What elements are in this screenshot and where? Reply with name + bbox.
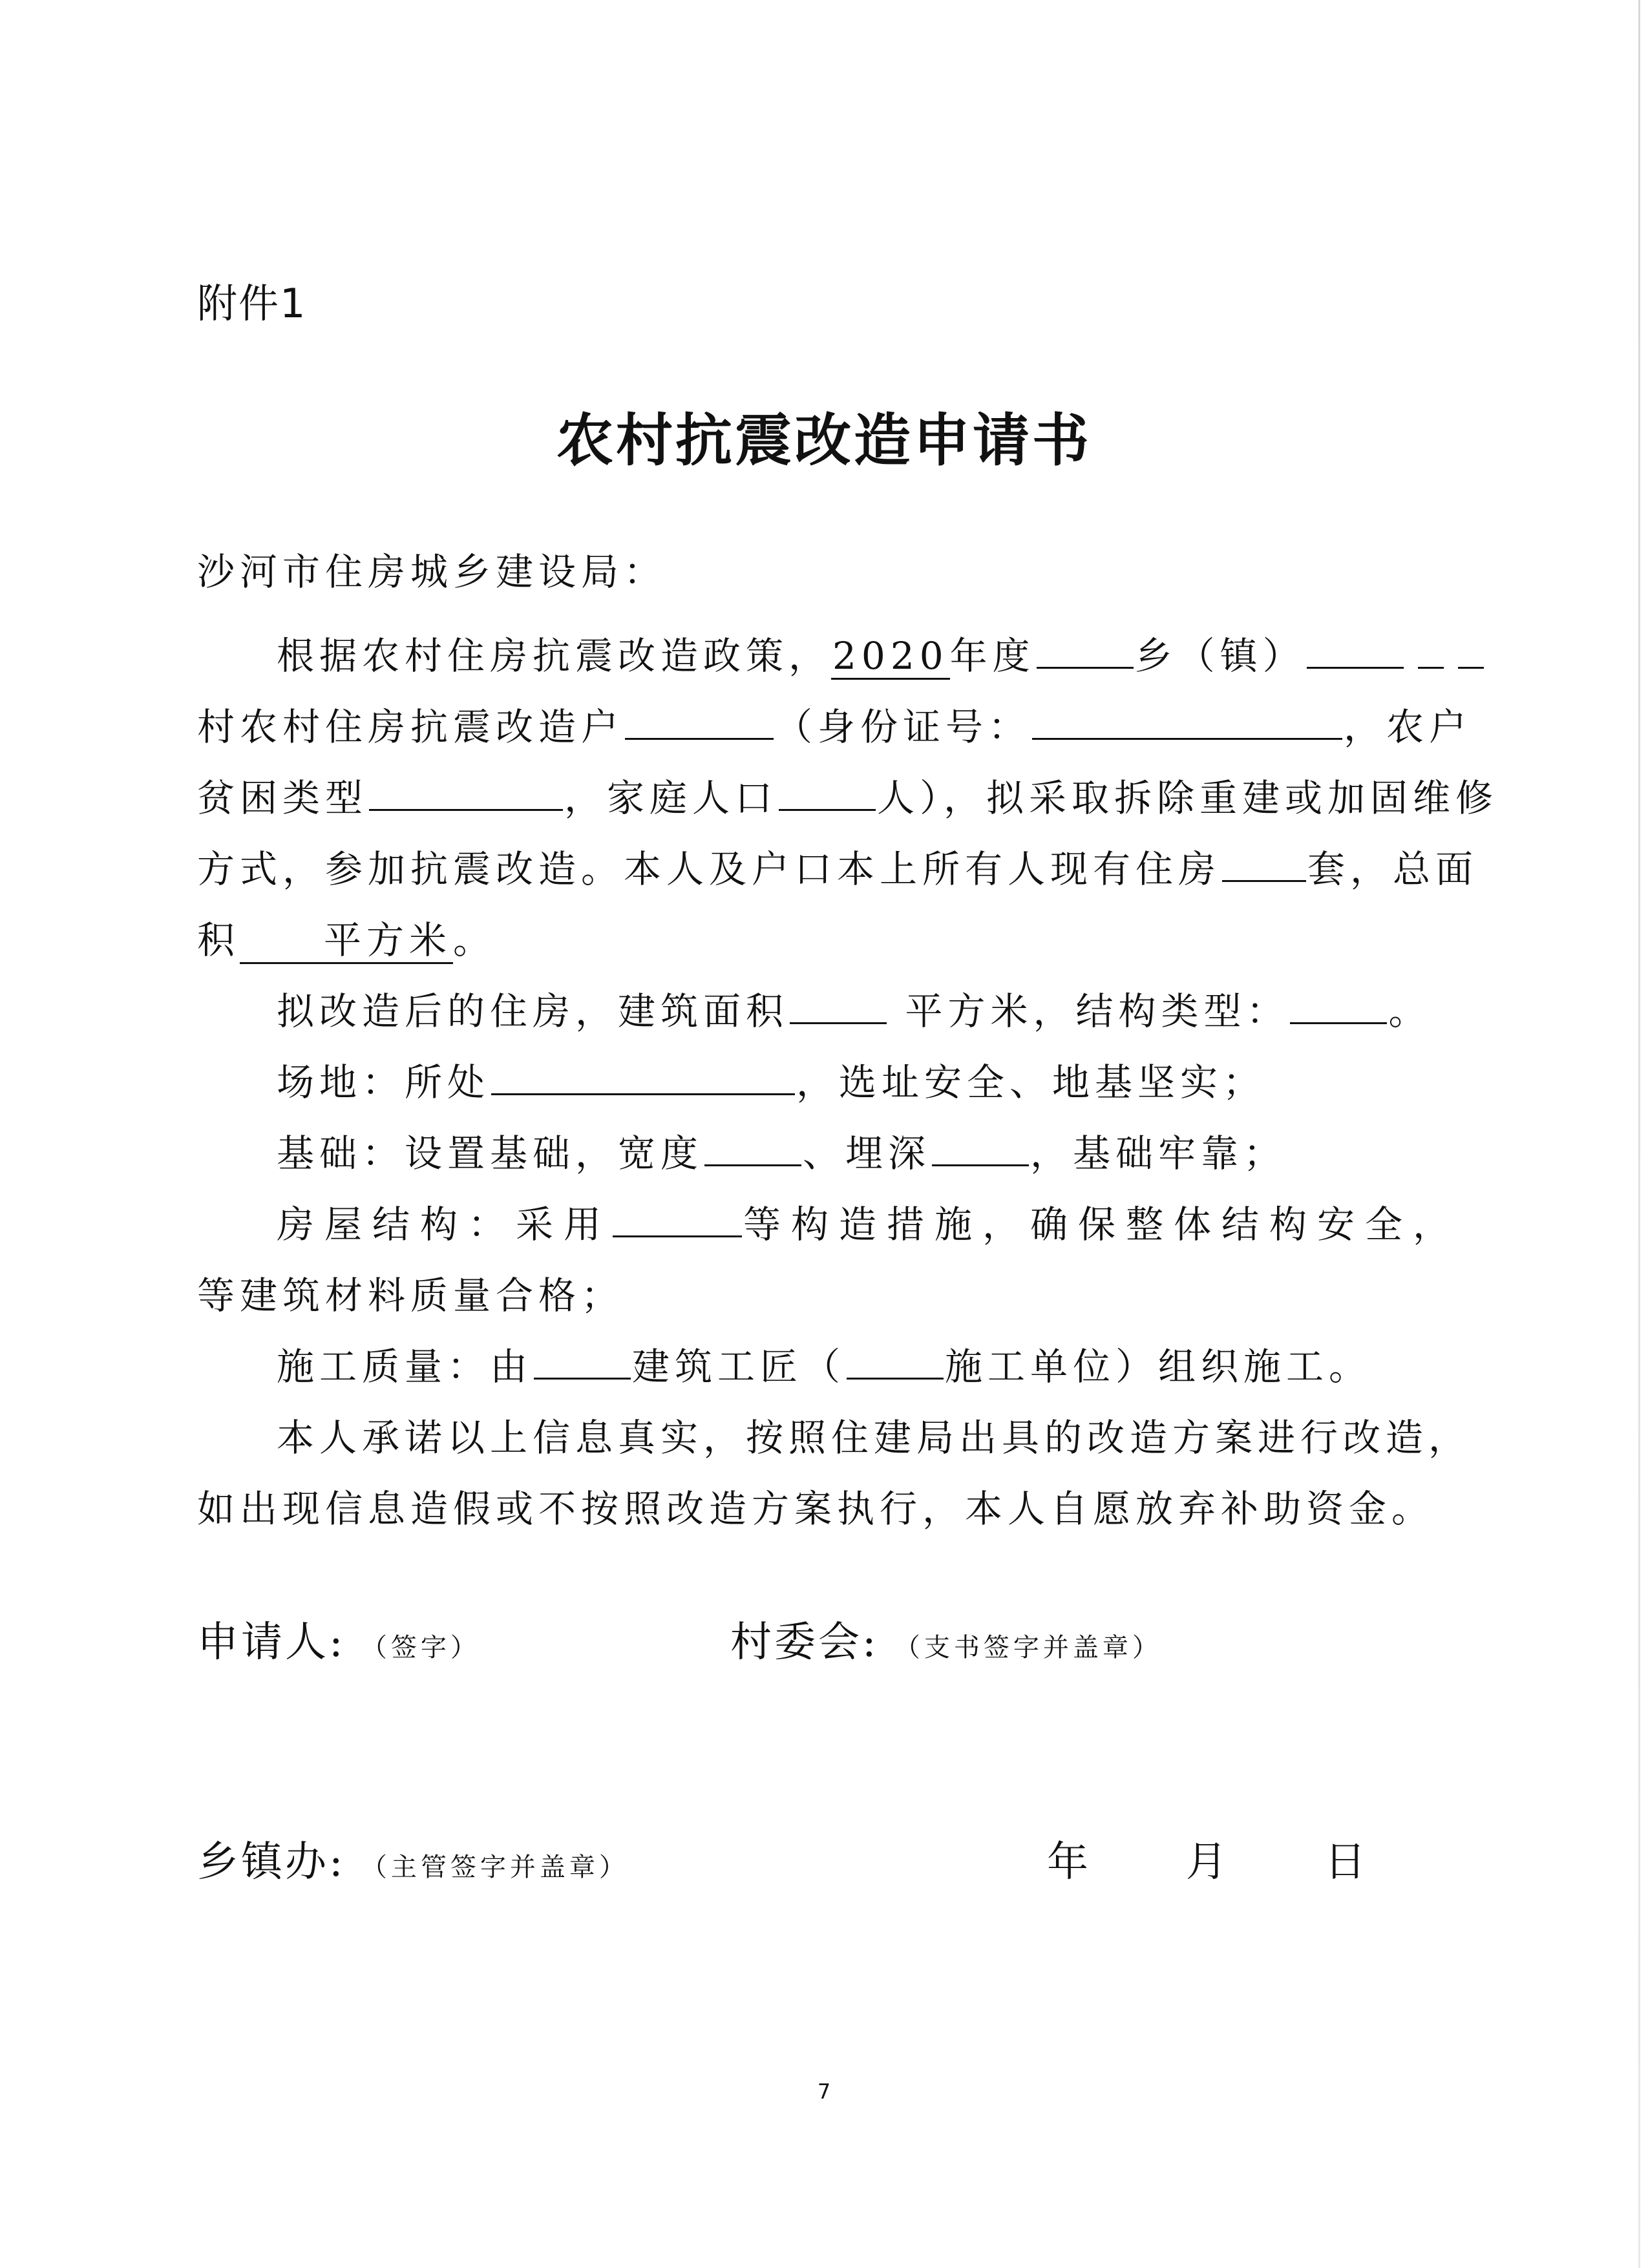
text: 根据农村住房抗震改造政策， bbox=[277, 634, 832, 678]
body-line-4 bbox=[197, 834, 1479, 905]
body-line-1 bbox=[277, 620, 1524, 691]
township-note: （主管签字并盖章） bbox=[361, 1853, 629, 1882]
body-line-8 bbox=[277, 1118, 1524, 1189]
date-line[interactable] bbox=[1047, 1829, 1366, 1888]
body-line-2 bbox=[197, 691, 1472, 762]
foundation-depth-field[interactable] bbox=[932, 1124, 1029, 1166]
text: 建筑工匠（ bbox=[632, 1345, 846, 1389]
township-label: 乡镇办: bbox=[197, 1838, 346, 1886]
text: 贫困类型 bbox=[197, 776, 368, 820]
text: 等构造措施，确保整体结构安全， bbox=[743, 1202, 1461, 1246]
text: 拟改造后的住房，建筑面积 bbox=[277, 989, 789, 1033]
text: 人），拟采取拆除重建或加固维修 bbox=[877, 776, 1499, 820]
text: 施工单位）组织施工。 bbox=[945, 1345, 1372, 1389]
text: 、埋深 bbox=[803, 1131, 931, 1175]
body-line-7 bbox=[277, 1047, 1524, 1118]
date-year: 年 bbox=[1047, 1838, 1088, 1886]
text: 平方米，结构类型： bbox=[905, 989, 1289, 1033]
measures-field[interactable] bbox=[613, 1195, 742, 1237]
poverty-type-field[interactable] bbox=[369, 769, 563, 811]
village-committee-signature[interactable] bbox=[730, 1609, 1162, 1668]
village-note: （支书签字并盖章） bbox=[894, 1633, 1162, 1663]
addressee-text: 沙河市住房城乡建设局： bbox=[197, 550, 667, 594]
foundation-width-field[interactable] bbox=[704, 1124, 801, 1166]
text: ，选址安全、地基坚实； bbox=[796, 1060, 1266, 1104]
text: 如出现信息造假或不按照改造方案执行，本人自愿放弃补助资金。 bbox=[197, 1487, 1435, 1531]
page-edge bbox=[1638, 0, 1640, 2268]
craftsman-field[interactable] bbox=[534, 1338, 631, 1380]
text: 场地：所处 bbox=[277, 1060, 491, 1104]
applicant-label: 申请人: bbox=[197, 1619, 346, 1666]
text: 等建筑材料质量合格； bbox=[197, 1274, 624, 1318]
household-size-field[interactable] bbox=[779, 769, 876, 811]
contractor-field[interactable] bbox=[847, 1338, 944, 1380]
text: 施工质量：由 bbox=[277, 1345, 533, 1389]
text: 房屋结构：采用 bbox=[277, 1202, 612, 1246]
text: ，家庭人口 bbox=[564, 776, 778, 820]
blank-field[interactable] bbox=[1307, 627, 1404, 669]
applicant-signature[interactable] bbox=[197, 1609, 480, 1668]
text: 。 bbox=[1388, 989, 1431, 1033]
text: 本人承诺以上信息真实，按照住建局出具的改造方案进行改造， bbox=[277, 1416, 1472, 1460]
page-number: 7 bbox=[817, 2079, 831, 2104]
housing-count-field[interactable] bbox=[1222, 840, 1306, 882]
body-line-9 bbox=[277, 1189, 1524, 1260]
text: 年度 bbox=[949, 634, 1035, 678]
document-title: 农村抗震改造申请书 bbox=[556, 406, 1092, 474]
site-location-field[interactable] bbox=[491, 1053, 795, 1095]
text: （身份证号： bbox=[775, 705, 1031, 749]
township-signature[interactable] bbox=[197, 1829, 629, 1888]
date-day: 日 bbox=[1324, 1838, 1366, 1886]
village-label: 村委会: bbox=[730, 1619, 879, 1666]
attachment-label: 附件1 bbox=[197, 280, 307, 327]
blank-field[interactable] bbox=[1037, 627, 1134, 669]
building-area-field[interactable] bbox=[790, 982, 887, 1024]
body-line-11 bbox=[277, 1331, 1524, 1402]
blank-field[interactable] bbox=[1458, 627, 1484, 669]
text: ，农户 bbox=[1344, 705, 1472, 749]
body-line-3 bbox=[197, 762, 1499, 834]
text: 方式，参加抗震改造。本人及户口本上所有人现有住房 bbox=[197, 847, 1221, 891]
body-line-12 bbox=[277, 1402, 1524, 1473]
text: 基础：设置基础，宽度 bbox=[277, 1131, 704, 1175]
text: 乡（镇） bbox=[1134, 634, 1305, 678]
addressee bbox=[197, 536, 1444, 607]
total-area-field[interactable]: 平方米 bbox=[240, 918, 453, 964]
blank-field[interactable] bbox=[625, 698, 774, 740]
text: 积 bbox=[197, 918, 240, 962]
text: 套，总面 bbox=[1307, 847, 1479, 891]
body-line-6 bbox=[277, 976, 1524, 1047]
body-line-10 bbox=[197, 1260, 1444, 1331]
year-field[interactable]: 2020 bbox=[831, 634, 950, 680]
applicant-note: （签字） bbox=[361, 1633, 480, 1663]
body-line-5 bbox=[197, 905, 1444, 976]
text: 村农村住房抗震改造户 bbox=[197, 705, 624, 749]
text: ，基础牢靠； bbox=[1030, 1131, 1287, 1175]
structure-type-field[interactable] bbox=[1290, 982, 1387, 1024]
blank-field[interactable] bbox=[1418, 627, 1444, 669]
id-number-field[interactable] bbox=[1032, 698, 1342, 740]
date-month: 月 bbox=[1185, 1838, 1227, 1886]
text: 。 bbox=[453, 918, 496, 962]
body-line-13 bbox=[197, 1473, 1444, 1544]
